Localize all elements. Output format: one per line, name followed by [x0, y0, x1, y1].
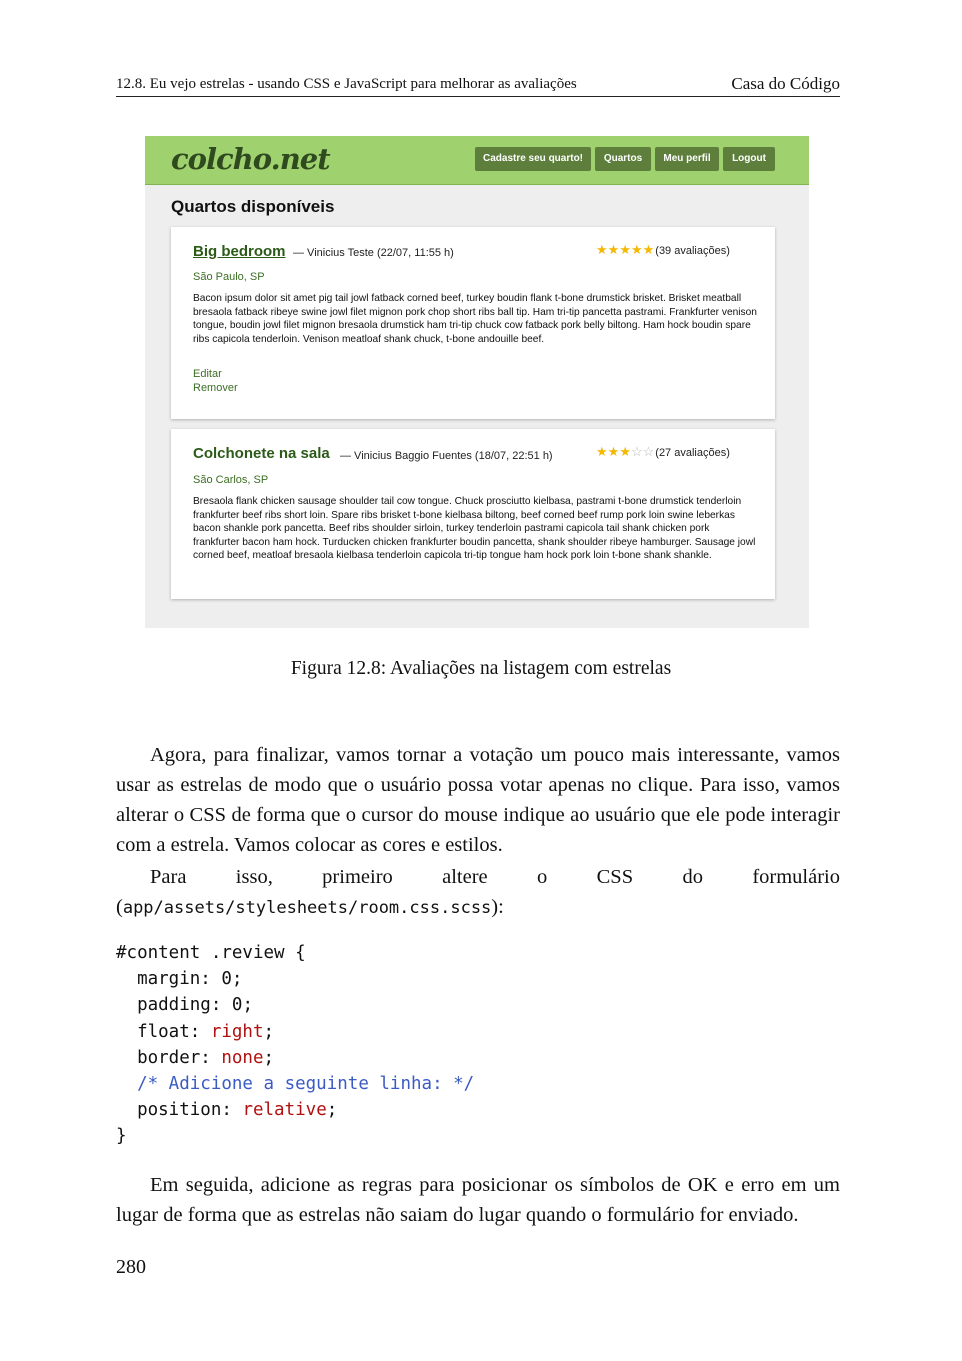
running-header	[116, 74, 840, 97]
code-selector: #content .review {	[116, 943, 306, 963]
star-rating[interactable]	[596, 242, 730, 258]
paragraph	[116, 862, 840, 923]
edit-link[interactable]: Editar	[193, 368, 222, 380]
code-property: position:	[116, 1100, 243, 1121]
code-property: margin:	[116, 969, 222, 990]
paragraph	[116, 1170, 840, 1230]
page-number: 280	[116, 1256, 146, 1278]
page-heading: Quartos disponíveis	[171, 197, 335, 216]
paragraph	[116, 740, 840, 860]
room-card	[171, 429, 775, 599]
review-count: (39 avaliações)	[655, 245, 730, 257]
star-rating[interactable]	[596, 444, 730, 460]
code-line	[116, 1045, 474, 1071]
room-description: Bacon ipsum dolor sit amet pig tail jowl fatback corned beef, turkey boudin flank t-bone drumstick brisket. Brisket meatball bresaola fatback ribeye swine jowl filet mignon pork chop short ribs ball tip. Ham tri-tip pancetta pastrami. Frankfurter venison tongue, boudin jowl filet mignon bresaola drumstick ham tri-tip chuck cow fatback pork belly biltong. Ham hock boudin spare ribs capicola tenderloin. Venison meatloaf shank chuck, t-bone andouille beef.	[193, 293, 757, 345]
navbar	[145, 136, 809, 185]
code-line	[116, 992, 474, 1018]
code-block	[116, 940, 474, 1150]
star-filled-icon[interactable]: ★	[642, 242, 655, 257]
file-path: app/assets/stylesheets/room.css.scss	[122, 898, 492, 918]
code-keyword: none	[221, 1047, 264, 1068]
screenshot-figure	[145, 136, 809, 628]
site-logo[interactable]: colcho.net	[171, 142, 330, 176]
book-title: Casa do Código	[731, 74, 840, 93]
room-owner: — Vinicius Teste (22/07, 11:55 h)	[293, 247, 454, 259]
room-description: Bresaola flank chicken sausage shoulder tail cow tongue. Chuck prosciutto kielbasa, pastrami t-bone drumstick tenderloin frankfurter beef ribs short loin. Spare ribs brisket t-bone kielbasa biltong, beef corned beef rump pork loin swine leberkas bacon shankle pork pancetta. Beef ribs shoulder sirloin, turkey tenderloin pastrami capicola tail shank chicken pork frankfurter bacon ham hock. Turducken chicken frankfurter boudin pancetta, shank shoulder ribeye hamburger. Sausage jowl corned beef, meatloaf bresaola kielbasa tenderloin capicola tri-tip tongue ham hock pork loin t-bone shank shankle.	[193, 496, 756, 561]
code-keyword: relative	[242, 1100, 327, 1121]
code-line	[116, 1097, 474, 1123]
stars[interactable]	[596, 242, 654, 257]
star-empty-icon[interactable]: ☆	[630, 444, 643, 459]
code-line	[116, 940, 474, 966]
code-keyword: right	[210, 1021, 264, 1042]
star-filled-icon[interactable]: ★	[619, 242, 631, 257]
review-count: (27 avaliações)	[655, 447, 730, 459]
star-filled-icon[interactable]: ★	[596, 242, 608, 257]
nav-button-logout[interactable]: Logout	[723, 147, 775, 171]
room-owner: — Vinicius Baggio Fuentes (18/07, 22:51 h)	[340, 450, 553, 462]
paren-open: (	[116, 896, 123, 918]
remove-link[interactable]: Remover	[193, 382, 238, 394]
room-title-link[interactable]: Colchonete na sala	[193, 445, 330, 462]
code-value: 0;	[221, 969, 243, 990]
code-line	[116, 1123, 474, 1149]
star-empty-icon[interactable]: ☆	[642, 444, 655, 459]
code-line	[116, 1071, 474, 1097]
code-line	[116, 966, 474, 992]
code-property: border:	[116, 1047, 222, 1068]
code-line	[116, 1019, 474, 1045]
stars[interactable]	[596, 444, 654, 459]
star-filled-icon[interactable]: ★	[596, 444, 608, 459]
star-filled-icon[interactable]: ★	[630, 242, 643, 257]
nav-button-meu-perfil[interactable]: Meu perfil	[655, 147, 719, 171]
code-property: padding:	[116, 995, 232, 1016]
code-comment: /* Adicione a seguinte linha: */	[116, 1073, 475, 1094]
nav-button-cadastre[interactable]: Cadastre seu quarto!	[475, 147, 591, 171]
star-filled-icon[interactable]: ★	[619, 444, 631, 459]
figure-caption: Figura 12.8: Avaliações na listagem com estrelas	[290, 658, 672, 679]
paren-close: ):	[491, 896, 504, 918]
nav-button-quartos[interactable]: Quartos	[595, 147, 651, 171]
code-value: 0;	[231, 995, 253, 1016]
chapter-section-title: 12.8. Eu vejo estrelas - usando CSS e JavaScript para melhorar as avaliações	[116, 76, 577, 92]
star-filled-icon[interactable]: ★	[607, 444, 620, 459]
room-card	[171, 227, 775, 419]
paragraph-text: Para isso, primeiro altere o CSS do formulário	[150, 866, 840, 888]
code-semicolon: ;	[326, 1100, 338, 1121]
paragraph-text: Em seguida, adicione as regras para posicionar os símbolos de OK e erro em um lugar de forma que as estrelas não saiam do lugar quando o formulário for enviado.	[116, 1174, 840, 1226]
star-filled-icon[interactable]: ★	[607, 242, 620, 257]
code-semicolon: ;	[263, 1047, 275, 1068]
room-location: São Carlos, SP	[193, 474, 269, 486]
paragraph-text: Agora, para finalizar, vamos tornar a votação um pouco mais interessante, vamos usar as estrelas de modo que o usuário possa votar apenas no clique. Para isso, vamos alterar o CSS de forma que o cursor do mouse indique ao usuário que ele pode interagir com a estrela. Vamos colocar as cores e estilos.	[116, 744, 840, 856]
code-brace: }	[116, 1126, 127, 1147]
room-title-link[interactable]: Big bedroom	[193, 243, 286, 260]
room-location: São Paulo, SP	[193, 271, 265, 283]
code-property: float:	[116, 1021, 211, 1042]
code-semicolon: ;	[263, 1021, 275, 1042]
